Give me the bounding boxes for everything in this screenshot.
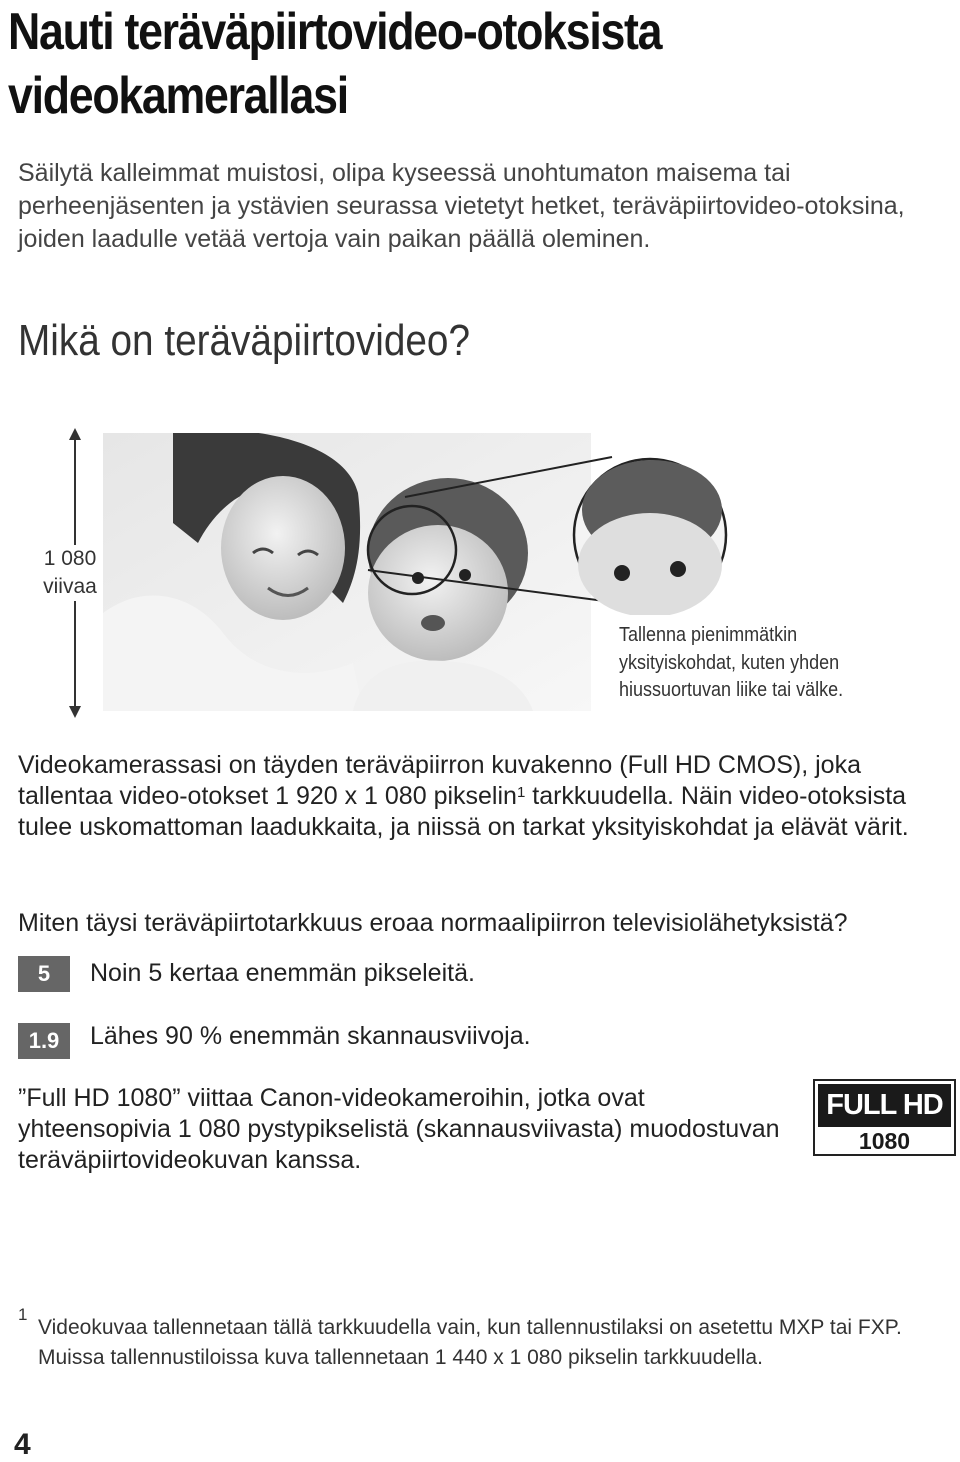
fact-text-scanlines: Lähes 90 % enemmän skannausviivoja. (90, 1022, 531, 1050)
question-text: Miten täysi teräväpiirtotarkkuus eroaa normaalipiirron televisiolähetyksistä? (18, 909, 848, 937)
page-title: Nauti teräväpiirtovideo-otoksista videokamerallasi (8, 3, 662, 125)
fullhd-note: ”Full HD 1080” viittaa Canon-videokameroihin, jotka ovat yhteensopivia 1 080 pystypikselistä (skannausviivasta) muodostuvan teräväpiirtovideokuvan kanssa. (18, 1084, 780, 1174)
fact-text-pixels: Noin 5 kertaa enemmän pikseleitä. (90, 959, 475, 987)
lines-unit: viivaa (43, 575, 97, 598)
footnote-mark: 1 (18, 1305, 28, 1324)
logo-full-hd-text: FULL HD (818, 1084, 951, 1127)
fact-badge-1-9: 1.9 (18, 1023, 70, 1059)
lines-count: 1 080 (43, 547, 97, 570)
logo-1080-text: 1080 (858, 1128, 911, 1154)
body-text-part1: Videokamerassasi on täyden teräväpiirron kuvakenno (Full HD CMOS), joka tallentaa video-otokset 1 920 x 1 080 pikselin (18, 751, 861, 810)
lines-label (30, 545, 110, 601)
figure-caption: Tallenna pienimmätkin yksityiskohdat, kuten yhden hiussuortuvan liike tai välke. (619, 624, 844, 701)
section-heading: Mikä on teräväpiirtovideo? (18, 316, 470, 365)
body-paragraph (18, 750, 958, 843)
page-number: 4 (14, 1428, 31, 1461)
intro-paragraph: Säilytä kalleimmat muistosi, olipa kyseessä unohtumaton maisema tai perheenjäsenten ja ystävien seurassa vietetyt hetket, teräväpiirtovideo-otoksina, joiden laadulle vetää vertoja vain paikan päällä oleminen. (18, 159, 905, 253)
footnote-reference: 1 (516, 784, 526, 801)
zoom-magnifier-graphic (360, 455, 730, 615)
footnote-text: Videokuvaa tallennetaan tällä tarkkuudella vain, kun tallennustilaksi on asetettu MXP tai FXP. Muissa tallennustiloissa kuva tallennetaan 1 440 x 1 080 pikselin tarkkuudella. (38, 1316, 902, 1369)
full-hd-1080-logo (813, 1079, 956, 1156)
fact-badge-5: 5 (18, 956, 70, 992)
body-text-part2: tarkkuudella. Näin video-otoksista tulee uskomattoman laadukkaita, ja niissä on tarkat yksityiskohdat ja elävät värit. (18, 782, 909, 841)
